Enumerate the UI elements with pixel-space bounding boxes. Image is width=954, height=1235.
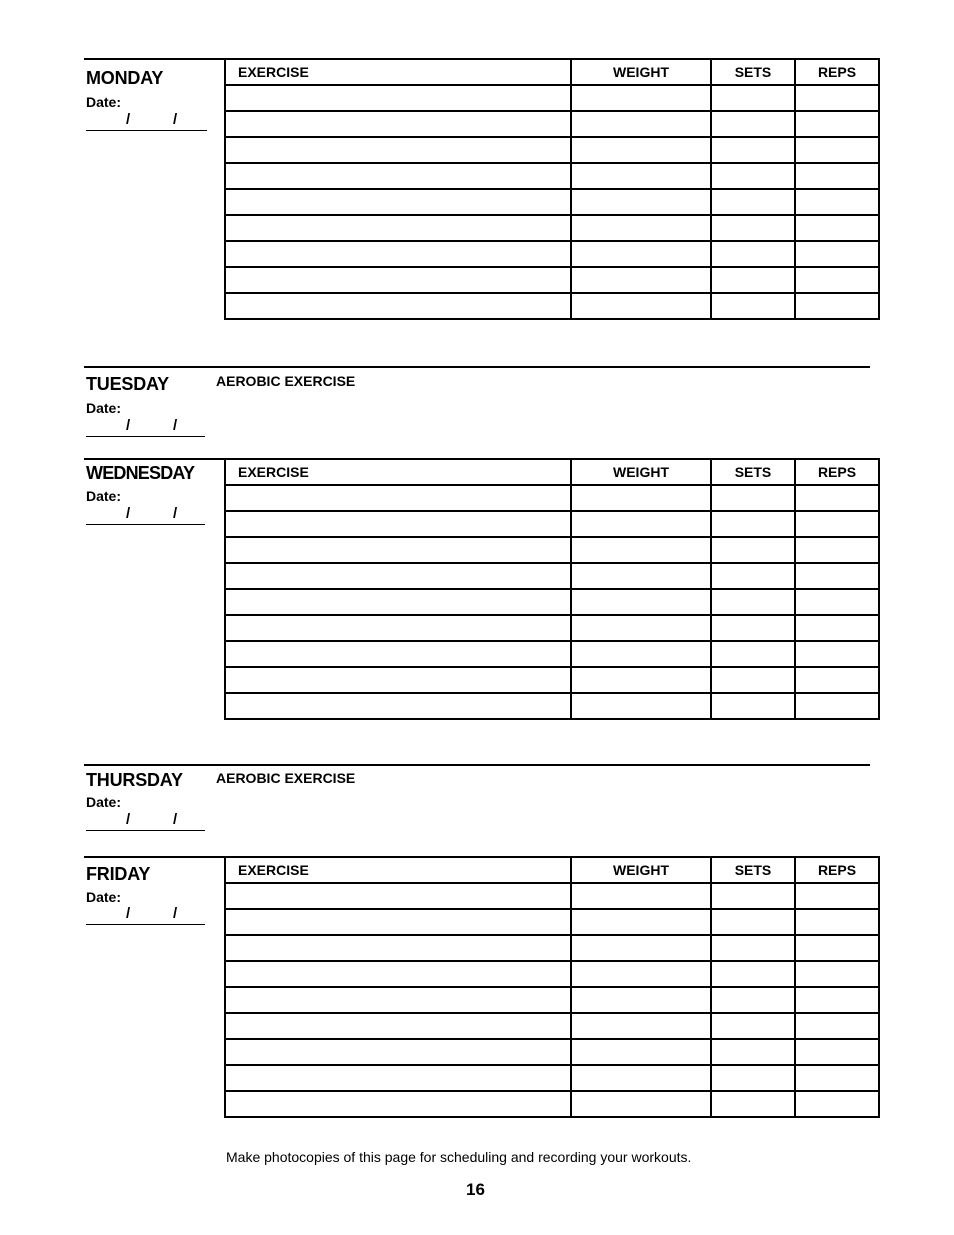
reps-entry-cell[interactable] [795, 987, 879, 1013]
monday-exercise-table [224, 58, 880, 320]
weight-entry-cell[interactable] [571, 1065, 711, 1091]
sets-entry-cell[interactable] [711, 935, 795, 961]
sets-entry-cell[interactable] [711, 485, 795, 511]
table-row [225, 961, 879, 987]
wednesday-heading: WEDNESDAY [86, 463, 195, 483]
exercise-entry-cell[interactable] [225, 589, 571, 615]
monday-date-label: Date: [86, 94, 122, 110]
sets-entry-cell[interactable] [711, 137, 795, 163]
exercise-entry-cell[interactable] [225, 615, 571, 641]
weight-entry-cell[interactable] [571, 241, 711, 267]
reps-entry-cell[interactable] [795, 511, 879, 537]
reps-entry-cell[interactable] [795, 85, 879, 111]
table-row [225, 615, 879, 641]
table-row [225, 935, 879, 961]
date-slash: / [173, 905, 178, 922]
sets-column-header: SETS [711, 59, 795, 85]
date-slash: / [173, 111, 178, 128]
weight-entry-cell[interactable] [571, 987, 711, 1013]
exercise-entry-cell[interactable] [225, 163, 571, 189]
reps-entry-cell[interactable] [795, 537, 879, 563]
table-row [225, 1039, 879, 1065]
table-header-row [225, 59, 879, 85]
exercise-entry-cell[interactable] [225, 537, 571, 563]
weight-entry-cell[interactable] [571, 293, 711, 319]
sets-entry-cell[interactable] [711, 1091, 795, 1117]
sets-entry-cell[interactable] [711, 215, 795, 241]
reps-entry-cell[interactable] [795, 267, 879, 293]
monday-log-rows [225, 85, 879, 319]
reps-column-header: REPS [795, 857, 879, 883]
sets-entry-cell[interactable] [711, 987, 795, 1013]
reps-column-header: REPS [795, 59, 879, 85]
friday-exercise-table [224, 856, 880, 1118]
thursday-date-label: Date: [86, 794, 122, 810]
sets-entry-cell[interactable] [711, 189, 795, 215]
wednesday-date-field[interactable] [86, 506, 205, 525]
sets-entry-cell[interactable] [711, 293, 795, 319]
date-slash: / [173, 417, 178, 434]
weight-entry-cell[interactable] [571, 909, 711, 935]
table-row [225, 883, 879, 909]
exercise-entry-cell[interactable] [225, 1065, 571, 1091]
table-row [225, 85, 879, 111]
table-row [225, 537, 879, 563]
table-row [225, 693, 879, 719]
sets-entry-cell[interactable] [711, 1065, 795, 1091]
sets-entry-cell[interactable] [711, 883, 795, 909]
reps-entry-cell[interactable] [795, 667, 879, 693]
exercise-entry-cell[interactable] [225, 111, 571, 137]
table-row [225, 111, 879, 137]
date-slash: / [126, 905, 131, 922]
sets-entry-cell[interactable] [711, 163, 795, 189]
reps-entry-cell[interactable] [795, 137, 879, 163]
date-slash: / [126, 111, 131, 128]
thursday-date-field[interactable] [86, 812, 205, 831]
thursday-heading: THURSDAY [86, 770, 183, 790]
weight-entry-cell[interactable] [571, 1091, 711, 1117]
reps-entry-cell[interactable] [795, 935, 879, 961]
photocopy-note: Make photocopies of this page for scheduling and recording your workouts. [226, 1149, 692, 1165]
reps-entry-cell[interactable] [795, 961, 879, 987]
weight-entry-cell[interactable] [571, 163, 711, 189]
weight-entry-cell[interactable] [571, 693, 711, 719]
friday-heading: FRIDAY [86, 864, 151, 884]
table-row [225, 667, 879, 693]
thursday-top-rule [84, 764, 870, 766]
table-row [225, 189, 879, 215]
exercise-entry-cell[interactable] [225, 641, 571, 667]
weight-entry-cell[interactable] [571, 485, 711, 511]
reps-entry-cell[interactable] [795, 1039, 879, 1065]
reps-entry-cell[interactable] [795, 1013, 879, 1039]
wednesday-exercise-table [224, 458, 880, 720]
exercise-column-header: EXERCISE [225, 59, 571, 85]
page-number: 16 [466, 1180, 485, 1199]
reps-entry-cell[interactable] [795, 485, 879, 511]
wednesday-date-label: Date: [86, 488, 122, 504]
sets-entry-cell[interactable] [711, 667, 795, 693]
date-slash: / [126, 417, 131, 434]
table-row [225, 215, 879, 241]
table-row [225, 1013, 879, 1039]
sets-entry-cell[interactable] [711, 241, 795, 267]
reps-entry-cell[interactable] [795, 883, 879, 909]
table-row [225, 137, 879, 163]
exercise-column-header: EXERCISE [225, 857, 571, 883]
exercise-entry-cell[interactable] [225, 563, 571, 589]
sets-entry-cell[interactable] [711, 267, 795, 293]
sets-entry-cell[interactable] [711, 1039, 795, 1065]
sets-entry-cell[interactable] [711, 961, 795, 987]
exercise-entry-cell[interactable] [225, 189, 571, 215]
sets-column-header: SETS [711, 459, 795, 485]
exercise-entry-cell[interactable] [225, 693, 571, 719]
reps-entry-cell[interactable] [795, 693, 879, 719]
reps-entry-cell[interactable] [795, 215, 879, 241]
date-slash: / [126, 505, 131, 522]
table-row [225, 163, 879, 189]
exercise-entry-cell[interactable] [225, 883, 571, 909]
exercise-column-header: EXERCISE [225, 459, 571, 485]
reps-entry-cell[interactable] [795, 909, 879, 935]
table-row [225, 511, 879, 537]
exercise-entry-cell[interactable] [225, 667, 571, 693]
table-row [225, 987, 879, 1013]
reps-entry-cell[interactable] [795, 293, 879, 319]
sets-entry-cell[interactable] [711, 909, 795, 935]
exercise-entry-cell[interactable] [225, 961, 571, 987]
weight-entry-cell[interactable] [571, 563, 711, 589]
exercise-entry-cell[interactable] [225, 293, 571, 319]
exercise-entry-cell[interactable] [225, 137, 571, 163]
date-slash: / [173, 505, 178, 522]
weight-entry-cell[interactable] [571, 537, 711, 563]
exercise-entry-cell[interactable] [225, 987, 571, 1013]
table-row [225, 909, 879, 935]
exercise-entry-cell[interactable] [225, 511, 571, 537]
weight-entry-cell[interactable] [571, 85, 711, 111]
table-row [225, 485, 879, 511]
sets-entry-cell[interactable] [711, 615, 795, 641]
weight-entry-cell[interactable] [571, 215, 711, 241]
tuesday-aerobic-label: AEROBIC EXERCISE [216, 373, 356, 389]
thursday-aerobic-label: AEROBIC EXERCISE [216, 770, 356, 786]
weight-entry-cell[interactable] [571, 267, 711, 293]
reps-entry-cell[interactable] [795, 615, 879, 641]
weight-column-header: WEIGHT [571, 459, 711, 485]
exercise-entry-cell[interactable] [225, 267, 571, 293]
table-row [225, 293, 879, 319]
weight-entry-cell[interactable] [571, 935, 711, 961]
monday-date-field[interactable] [86, 112, 207, 131]
weight-entry-cell[interactable] [571, 961, 711, 987]
exercise-entry-cell[interactable] [225, 85, 571, 111]
tuesday-date-field[interactable] [86, 418, 205, 437]
table-row [225, 589, 879, 615]
reps-entry-cell[interactable] [795, 1065, 879, 1091]
exercise-entry-cell[interactable] [225, 1039, 571, 1065]
wednesday-log-rows [225, 485, 879, 719]
reps-entry-cell[interactable] [795, 1091, 879, 1117]
sets-entry-cell[interactable] [711, 563, 795, 589]
weight-column-header: WEIGHT [571, 59, 711, 85]
table-row [225, 641, 879, 667]
tuesday-date-label: Date: [86, 400, 122, 416]
sets-entry-cell[interactable] [711, 111, 795, 137]
weight-entry-cell[interactable] [571, 615, 711, 641]
sets-entry-cell[interactable] [711, 589, 795, 615]
table-header-row [225, 459, 879, 485]
tuesday-heading: TUESDAY [86, 374, 169, 394]
exercise-entry-cell[interactable] [225, 215, 571, 241]
sets-column-header: SETS [711, 857, 795, 883]
reps-entry-cell[interactable] [795, 641, 879, 667]
exercise-entry-cell[interactable] [225, 1091, 571, 1117]
sets-entry-cell[interactable] [711, 537, 795, 563]
table-header-row [225, 857, 879, 883]
weight-entry-cell[interactable] [571, 883, 711, 909]
reps-entry-cell[interactable] [795, 111, 879, 137]
exercise-entry-cell[interactable] [225, 241, 571, 267]
exercise-entry-cell[interactable] [225, 935, 571, 961]
sets-entry-cell[interactable] [711, 641, 795, 667]
weight-entry-cell[interactable] [571, 641, 711, 667]
sets-entry-cell[interactable] [711, 1013, 795, 1039]
exercise-entry-cell[interactable] [225, 909, 571, 935]
friday-log-rows [225, 883, 879, 1117]
date-slash: / [173, 811, 178, 828]
weight-entry-cell[interactable] [571, 1039, 711, 1065]
weight-entry-cell[interactable] [571, 511, 711, 537]
table-row [225, 241, 879, 267]
friday-date-field[interactable] [86, 906, 205, 925]
reps-entry-cell[interactable] [795, 589, 879, 615]
friday-date-label: Date: [86, 889, 122, 905]
sets-entry-cell[interactable] [711, 511, 795, 537]
reps-entry-cell[interactable] [795, 563, 879, 589]
weight-entry-cell[interactable] [571, 111, 711, 137]
weight-entry-cell[interactable] [571, 667, 711, 693]
reps-column-header: REPS [795, 459, 879, 485]
sets-entry-cell[interactable] [711, 693, 795, 719]
tuesday-top-rule [84, 366, 870, 368]
table-row [225, 563, 879, 589]
table-row [225, 267, 879, 293]
weight-entry-cell[interactable] [571, 589, 711, 615]
exercise-entry-cell[interactable] [225, 1013, 571, 1039]
reps-entry-cell[interactable] [795, 163, 879, 189]
weight-entry-cell[interactable] [571, 189, 711, 215]
table-row [225, 1091, 879, 1117]
reps-entry-cell[interactable] [795, 189, 879, 215]
exercise-entry-cell[interactable] [225, 485, 571, 511]
monday-heading: MONDAY [86, 68, 164, 88]
date-slash: / [126, 811, 131, 828]
reps-entry-cell[interactable] [795, 241, 879, 267]
weight-entry-cell[interactable] [571, 137, 711, 163]
weight-column-header: WEIGHT [571, 857, 711, 883]
sets-entry-cell[interactable] [711, 85, 795, 111]
table-row [225, 1065, 879, 1091]
weight-entry-cell[interactable] [571, 1013, 711, 1039]
